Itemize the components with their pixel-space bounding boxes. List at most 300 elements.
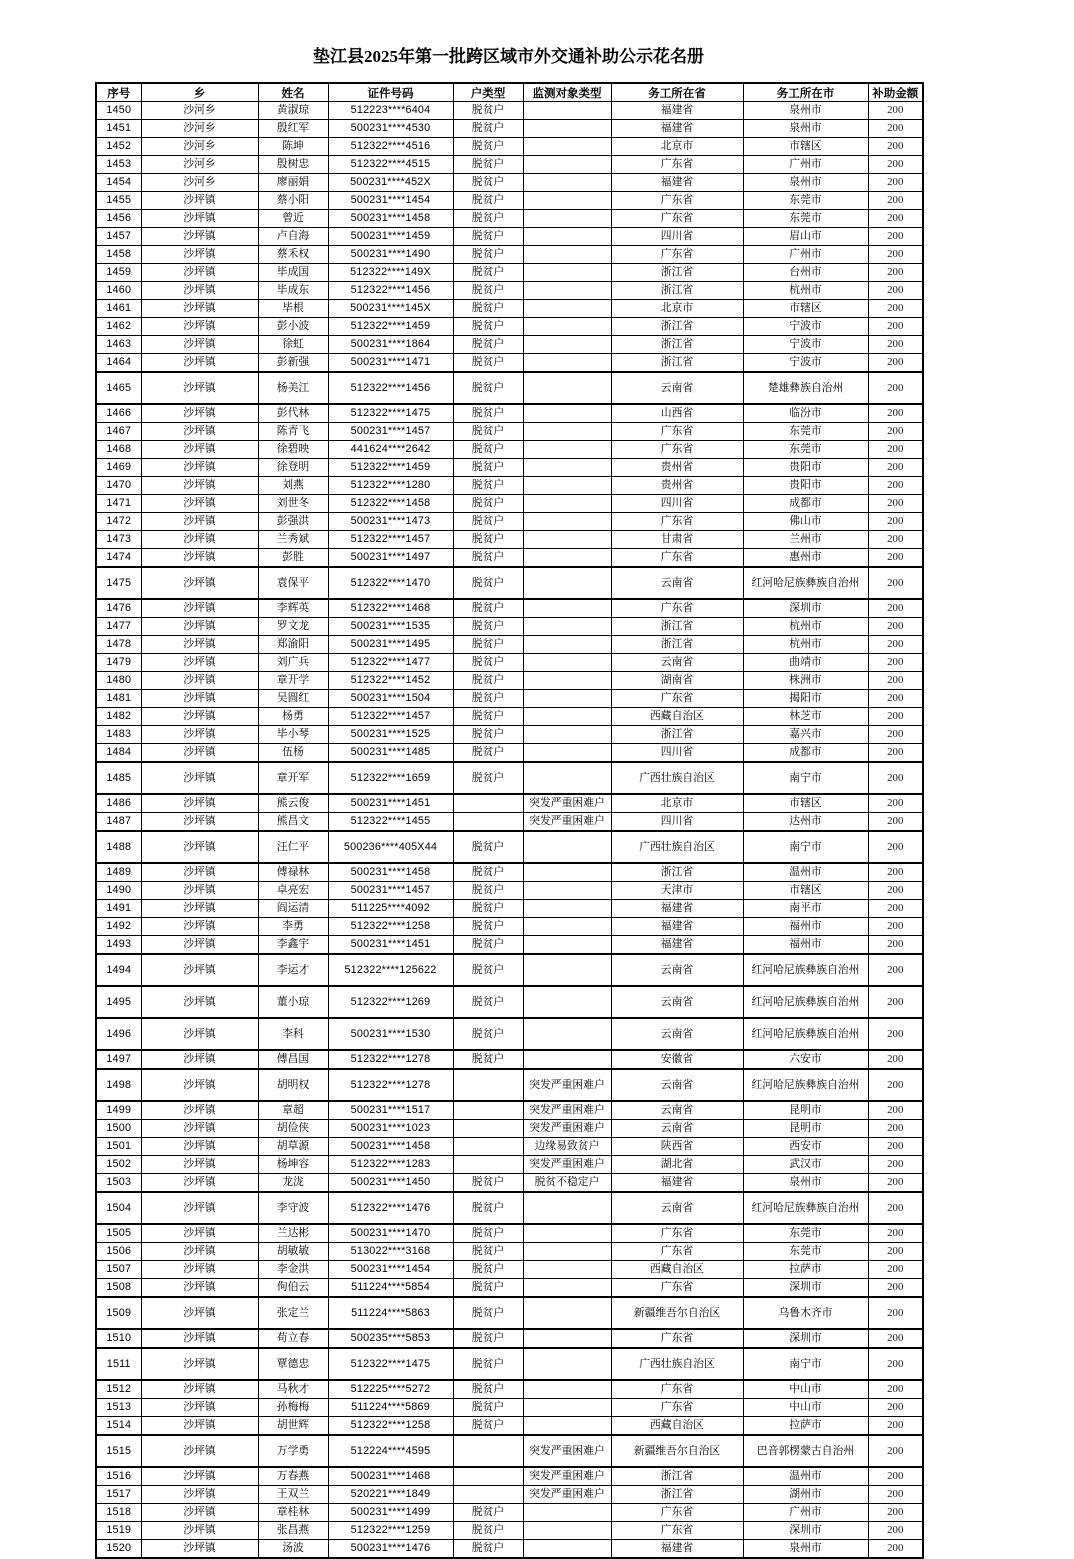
cell-household-type: 脱贫户 — [453, 567, 523, 599]
cell-subsidy-amount: 200 — [868, 900, 923, 918]
cell-seq: 1472 — [96, 513, 141, 531]
cell-work-city: 南宁市 — [743, 1348, 868, 1380]
cell-id-number: 441624****2642 — [328, 441, 453, 459]
cell-monitor-type — [523, 441, 611, 459]
table-row — [96, 1138, 923, 1156]
table-row — [96, 831, 923, 863]
cell-work-city: 市辖区 — [743, 882, 868, 900]
cell-monitor-type — [523, 102, 611, 120]
table-row — [96, 654, 923, 672]
cell-seq: 1460 — [96, 282, 141, 300]
cell-monitor-type: 突发严重困难户 — [523, 1156, 611, 1174]
cell-township: 沙坪镇 — [141, 726, 258, 744]
cell-household-type: 脱贫户 — [453, 336, 523, 354]
table-row — [96, 900, 923, 918]
cell-work-city: 惠州市 — [743, 549, 868, 568]
cell-name: 章桂林 — [258, 1504, 328, 1522]
table-row — [96, 372, 923, 404]
cell-work-city: 福州市 — [743, 918, 868, 936]
cell-household-type: 脱贫户 — [453, 1174, 523, 1193]
cell-township: 沙坪镇 — [141, 441, 258, 459]
cell-id-number: 512322****1477 — [328, 654, 453, 672]
cell-township: 沙坪镇 — [141, 654, 258, 672]
cell-monitor-type — [523, 726, 611, 744]
cell-work-city: 昆明市 — [743, 1120, 868, 1138]
cell-subsidy-amount: 200 — [868, 1504, 923, 1522]
cell-work-province: 广东省 — [611, 1504, 743, 1522]
cell-name: 李辉英 — [258, 599, 328, 618]
cell-subsidy-amount: 200 — [868, 1174, 923, 1193]
cell-household-type: 脱贫户 — [453, 372, 523, 404]
cell-township: 沙坪镇 — [141, 513, 258, 531]
cell-township: 沙坪镇 — [141, 1279, 258, 1298]
cell-name: 吴圆红 — [258, 690, 328, 708]
cell-work-city: 深圳市 — [743, 1329, 868, 1348]
cell-work-city: 福州市 — [743, 936, 868, 955]
cell-work-province: 云南省 — [611, 1069, 743, 1101]
cell-work-province: 山西省 — [611, 404, 743, 423]
cell-seq: 1473 — [96, 531, 141, 549]
table-row — [96, 1243, 923, 1261]
cell-name: 郑渝阳 — [258, 636, 328, 654]
cell-id-number: 500231****1525 — [328, 726, 453, 744]
table-row — [96, 156, 923, 174]
table-row — [96, 918, 923, 936]
cell-subsidy-amount: 200 — [868, 1243, 923, 1261]
cell-work-province: 北京市 — [611, 794, 743, 813]
cell-work-province: 广东省 — [611, 423, 743, 441]
table-row — [96, 1486, 923, 1504]
cell-work-province: 四川省 — [611, 228, 743, 246]
cell-monitor-type — [523, 1504, 611, 1522]
cell-work-city: 曲靖市 — [743, 654, 868, 672]
cell-monitor-type — [523, 120, 611, 138]
cell-work-city: 兰州市 — [743, 531, 868, 549]
cell-monitor-type — [523, 690, 611, 708]
cell-subsidy-amount: 200 — [868, 404, 923, 423]
cell-work-city: 成都市 — [743, 744, 868, 763]
cell-work-province: 广东省 — [611, 513, 743, 531]
cell-seq: 1461 — [96, 300, 141, 318]
cell-work-province: 云南省 — [611, 372, 743, 404]
cell-monitor-type — [523, 210, 611, 228]
cell-id-number: 500231****1459 — [328, 228, 453, 246]
cell-subsidy-amount: 200 — [868, 1138, 923, 1156]
cell-household-type: 脱贫户 — [453, 636, 523, 654]
table-row — [96, 174, 923, 192]
cell-id-number: 500231****1458 — [328, 863, 453, 882]
cell-monitor-type — [523, 174, 611, 192]
table-row — [96, 762, 923, 794]
cell-household-type — [453, 1138, 523, 1156]
cell-seq: 1505 — [96, 1224, 141, 1243]
cell-name: 胡世辉 — [258, 1417, 328, 1436]
cell-seq: 1519 — [96, 1522, 141, 1540]
cell-work-province: 广东省 — [611, 156, 743, 174]
cell-name: 苟立春 — [258, 1329, 328, 1348]
cell-work-city: 红河哈尼族彝族自治州 — [743, 1192, 868, 1224]
cell-monitor-type — [523, 936, 611, 955]
cell-name: 万学勇 — [258, 1435, 328, 1467]
table-row — [96, 264, 923, 282]
header-col-subsidy-amount: 补助金额 — [868, 83, 923, 102]
table-row — [96, 1329, 923, 1348]
cell-township: 沙坪镇 — [141, 599, 258, 618]
cell-seq: 1465 — [96, 372, 141, 404]
cell-work-city: 红河哈尼族彝族自治州 — [743, 954, 868, 986]
cell-name: 张昌燕 — [258, 1522, 328, 1540]
cell-work-province: 陕西省 — [611, 1138, 743, 1156]
table-row — [96, 477, 923, 495]
table-row — [96, 120, 923, 138]
cell-township: 沙坪镇 — [141, 567, 258, 599]
cell-work-province: 西藏自治区 — [611, 1261, 743, 1279]
cell-name: 徐碧映 — [258, 441, 328, 459]
cell-household-type: 脱贫户 — [453, 1540, 523, 1559]
cell-household-type: 脱贫户 — [453, 192, 523, 210]
cell-work-province: 广东省 — [611, 192, 743, 210]
cell-name: 陈坤 — [258, 138, 328, 156]
cell-township: 沙坪镇 — [141, 495, 258, 513]
cell-subsidy-amount: 200 — [868, 918, 923, 936]
cell-township: 沙坪镇 — [141, 794, 258, 813]
cell-work-province: 福建省 — [611, 120, 743, 138]
header-col-work-city: 务工所在市 — [743, 83, 868, 102]
cell-monitor-type: 突发严重困难户 — [523, 813, 611, 832]
cell-township: 沙坪镇 — [141, 404, 258, 423]
table-row — [96, 102, 923, 120]
cell-township: 沙坪镇 — [141, 882, 258, 900]
cell-id-number: 500231****1023 — [328, 1120, 453, 1138]
cell-household-type: 脱贫户 — [453, 423, 523, 441]
cell-name: 刘世冬 — [258, 495, 328, 513]
cell-township: 沙坪镇 — [141, 423, 258, 441]
cell-monitor-type — [523, 300, 611, 318]
cell-monitor-type — [523, 1018, 611, 1050]
table-row — [96, 1261, 923, 1279]
cell-name: 陈青飞 — [258, 423, 328, 441]
cell-seq: 1520 — [96, 1540, 141, 1559]
cell-id-number: 512322****1456 — [328, 372, 453, 404]
cell-household-type — [453, 1069, 523, 1101]
cell-township: 沙坪镇 — [141, 1018, 258, 1050]
cell-seq: 1515 — [96, 1435, 141, 1467]
cell-work-city: 东莞市 — [743, 210, 868, 228]
cell-seq: 1490 — [96, 882, 141, 900]
cell-work-province: 云南省 — [611, 1192, 743, 1224]
cell-monitor-type — [523, 354, 611, 373]
cell-work-province: 广东省 — [611, 441, 743, 459]
cell-id-number: 512322****1470 — [328, 567, 453, 599]
cell-name: 熊云俊 — [258, 794, 328, 813]
cell-subsidy-amount: 200 — [868, 264, 923, 282]
cell-township: 沙河乡 — [141, 174, 258, 192]
cell-work-province: 天津市 — [611, 882, 743, 900]
cell-work-city: 东莞市 — [743, 423, 868, 441]
table-row — [96, 567, 923, 599]
table-row — [96, 1348, 923, 1380]
cell-monitor-type — [523, 192, 611, 210]
table-row — [96, 1101, 923, 1120]
cell-seq: 1471 — [96, 495, 141, 513]
cell-monitor-type — [523, 549, 611, 568]
cell-subsidy-amount: 200 — [868, 210, 923, 228]
table-row — [96, 495, 923, 513]
cell-seq: 1456 — [96, 210, 141, 228]
cell-id-number: 512223****6404 — [328, 102, 453, 120]
cell-seq: 1484 — [96, 744, 141, 763]
cell-township: 沙坪镇 — [141, 1522, 258, 1540]
cell-monitor-type — [523, 882, 611, 900]
cell-work-city: 中山市 — [743, 1380, 868, 1399]
cell-subsidy-amount: 200 — [868, 1435, 923, 1467]
cell-work-city: 宁波市 — [743, 336, 868, 354]
cell-subsidy-amount: 200 — [868, 1279, 923, 1298]
cell-id-number: 500231****1454 — [328, 192, 453, 210]
cell-monitor-type — [523, 1224, 611, 1243]
table-row — [96, 1467, 923, 1486]
cell-id-number: 512322****1269 — [328, 986, 453, 1018]
cell-id-number: 500231****1451 — [328, 936, 453, 955]
cell-household-type: 脱贫户 — [453, 1329, 523, 1348]
cell-subsidy-amount: 200 — [868, 192, 923, 210]
cell-work-province: 广东省 — [611, 246, 743, 264]
cell-work-city: 揭阳市 — [743, 690, 868, 708]
cell-subsidy-amount: 200 — [868, 1380, 923, 1399]
cell-name: 阎运清 — [258, 900, 328, 918]
cell-monitor-type — [523, 513, 611, 531]
cell-work-province: 云南省 — [611, 986, 743, 1018]
cell-monitor-type: 突发严重困难户 — [523, 794, 611, 813]
cell-work-province: 广东省 — [611, 1522, 743, 1540]
cell-household-type: 脱贫户 — [453, 264, 523, 282]
table-row — [96, 1156, 923, 1174]
cell-work-province: 福建省 — [611, 102, 743, 120]
cell-subsidy-amount: 200 — [868, 654, 923, 672]
cell-work-province: 四川省 — [611, 495, 743, 513]
cell-work-province: 福建省 — [611, 918, 743, 936]
table-row — [96, 210, 923, 228]
cell-work-province: 广东省 — [611, 690, 743, 708]
cell-subsidy-amount: 200 — [868, 300, 923, 318]
cell-seq: 1468 — [96, 441, 141, 459]
cell-name: 马秋才 — [258, 1380, 328, 1399]
cell-township: 沙坪镇 — [141, 1138, 258, 1156]
cell-work-city: 温州市 — [743, 863, 868, 882]
cell-id-number: 500231****1473 — [328, 513, 453, 531]
cell-township: 沙坪镇 — [141, 831, 258, 863]
cell-monitor-type — [523, 1050, 611, 1069]
cell-subsidy-amount: 200 — [868, 174, 923, 192]
cell-township: 沙坪镇 — [141, 1380, 258, 1399]
cell-subsidy-amount: 200 — [868, 138, 923, 156]
cell-monitor-type — [523, 1348, 611, 1380]
cell-seq: 1478 — [96, 636, 141, 654]
cell-household-type: 脱贫户 — [453, 174, 523, 192]
cell-id-number: 512224****4595 — [328, 1435, 453, 1467]
cell-name: 张定兰 — [258, 1297, 328, 1329]
cell-name: 徐登明 — [258, 459, 328, 477]
cell-seq: 1451 — [96, 120, 141, 138]
cell-household-type: 脱贫户 — [453, 863, 523, 882]
cell-household-type: 脱贫户 — [453, 120, 523, 138]
cell-subsidy-amount: 200 — [868, 1522, 923, 1540]
cell-monitor-type: 突发严重困难户 — [523, 1467, 611, 1486]
table-row — [96, 1050, 923, 1069]
cell-work-province: 广东省 — [611, 599, 743, 618]
cell-subsidy-amount: 200 — [868, 636, 923, 654]
cell-township: 沙坪镇 — [141, 477, 258, 495]
cell-subsidy-amount: 200 — [868, 477, 923, 495]
table-row — [96, 1224, 923, 1243]
cell-id-number: 500231****452X — [328, 174, 453, 192]
cell-id-number: 500231****1454 — [328, 1261, 453, 1279]
cell-subsidy-amount: 200 — [868, 1224, 923, 1243]
cell-seq: 1487 — [96, 813, 141, 832]
cell-subsidy-amount: 200 — [868, 228, 923, 246]
cell-household-type: 脱贫户 — [453, 318, 523, 336]
table-row — [96, 1174, 923, 1193]
cell-work-city: 拉萨市 — [743, 1261, 868, 1279]
cell-work-city: 泉州市 — [743, 102, 868, 120]
cell-township: 沙坪镇 — [141, 459, 258, 477]
cell-work-province: 云南省 — [611, 654, 743, 672]
cell-monitor-type — [523, 1380, 611, 1399]
cell-work-city: 广州市 — [743, 1504, 868, 1522]
page-title: 垫江县2025年第一批跨区域市外交通补助公示花名册 — [313, 47, 704, 66]
cell-household-type: 脱贫户 — [453, 549, 523, 568]
cell-monitor-type — [523, 654, 611, 672]
cell-id-number: 512322****1475 — [328, 404, 453, 423]
cell-work-province: 福建省 — [611, 1174, 743, 1193]
cell-household-type: 脱贫户 — [453, 708, 523, 726]
cell-work-province: 新疆维吾尔自治区 — [611, 1435, 743, 1467]
cell-monitor-type — [523, 1192, 611, 1224]
cell-household-type: 脱贫户 — [453, 1279, 523, 1298]
cell-monitor-type: 突发严重困难户 — [523, 1101, 611, 1120]
cell-subsidy-amount: 200 — [868, 441, 923, 459]
cell-subsidy-amount: 200 — [868, 708, 923, 726]
cell-seq: 1503 — [96, 1174, 141, 1193]
table-row — [96, 708, 923, 726]
cell-township: 沙坪镇 — [141, 900, 258, 918]
cell-subsidy-amount: 200 — [868, 936, 923, 955]
cell-name: 章开军 — [258, 762, 328, 794]
cell-work-province: 湖北省 — [611, 1156, 743, 1174]
cell-subsidy-amount: 200 — [868, 672, 923, 690]
table-row — [96, 794, 923, 813]
table-row — [96, 1504, 923, 1522]
cell-household-type: 脱贫户 — [453, 1417, 523, 1436]
cell-work-city: 杭州市 — [743, 618, 868, 636]
cell-subsidy-amount: 200 — [868, 744, 923, 763]
header-col-household-type: 户类型 — [453, 83, 523, 102]
cell-monitor-type — [523, 986, 611, 1018]
cell-seq: 1476 — [96, 599, 141, 618]
cell-name: 兰秀斌 — [258, 531, 328, 549]
cell-township: 沙坪镇 — [141, 762, 258, 794]
cell-subsidy-amount: 200 — [868, 513, 923, 531]
cell-township: 沙坪镇 — [141, 813, 258, 832]
cell-seq: 1511 — [96, 1348, 141, 1380]
table-row — [96, 138, 923, 156]
cell-household-type: 脱贫户 — [453, 1050, 523, 1069]
cell-seq: 1467 — [96, 423, 141, 441]
cell-id-number: 512322****1259 — [328, 1522, 453, 1540]
cell-monitor-type — [523, 531, 611, 549]
cell-seq: 1518 — [96, 1504, 141, 1522]
cell-monitor-type: 边缘易致贫户 — [523, 1138, 611, 1156]
cell-work-city: 红河哈尼族彝族自治州 — [743, 1069, 868, 1101]
cell-subsidy-amount: 200 — [868, 495, 923, 513]
header-col-name: 姓名 — [258, 83, 328, 102]
cell-subsidy-amount: 200 — [868, 986, 923, 1018]
cell-subsidy-amount: 200 — [868, 1101, 923, 1120]
cell-work-province: 浙江省 — [611, 636, 743, 654]
cell-household-type: 脱贫户 — [453, 354, 523, 373]
cell-township: 沙坪镇 — [141, 708, 258, 726]
cell-township: 沙坪镇 — [141, 618, 258, 636]
cell-seq: 1450 — [96, 102, 141, 120]
cell-monitor-type: 突发严重困难户 — [523, 1069, 611, 1101]
cell-monitor-type — [523, 954, 611, 986]
cell-subsidy-amount: 200 — [868, 813, 923, 832]
cell-township: 沙坪镇 — [141, 744, 258, 763]
cell-work-city: 东莞市 — [743, 192, 868, 210]
cell-seq: 1496 — [96, 1018, 141, 1050]
cell-work-city: 泉州市 — [743, 174, 868, 192]
cell-seq: 1462 — [96, 318, 141, 336]
cell-household-type — [453, 813, 523, 832]
cell-household-type: 脱贫户 — [453, 744, 523, 763]
cell-household-type: 脱贫户 — [453, 102, 523, 120]
cell-name: 伍杨 — [258, 744, 328, 763]
cell-work-city: 武汉市 — [743, 1156, 868, 1174]
table-row — [96, 192, 923, 210]
cell-work-city: 红河哈尼族彝族自治州 — [743, 567, 868, 599]
cell-seq: 1514 — [96, 1417, 141, 1436]
cell-work-province: 浙江省 — [611, 726, 743, 744]
cell-household-type: 脱贫户 — [453, 599, 523, 618]
cell-name: 董小琼 — [258, 986, 328, 1018]
table-row — [96, 618, 923, 636]
cell-township: 沙坪镇 — [141, 1297, 258, 1329]
cell-seq: 1485 — [96, 762, 141, 794]
cell-work-province: 云南省 — [611, 567, 743, 599]
cell-seq: 1506 — [96, 1243, 141, 1261]
table-row — [96, 1069, 923, 1101]
cell-id-number: 512322****149X — [328, 264, 453, 282]
table-row — [96, 599, 923, 618]
cell-township: 沙坪镇 — [141, 1486, 258, 1504]
cell-household-type: 脱贫户 — [453, 246, 523, 264]
cell-township: 沙坪镇 — [141, 1417, 258, 1436]
cell-township: 沙坪镇 — [141, 549, 258, 568]
cell-work-city: 东莞市 — [743, 441, 868, 459]
cell-id-number: 512322****1283 — [328, 1156, 453, 1174]
table-row — [96, 549, 923, 568]
cell-work-city: 达州市 — [743, 813, 868, 832]
cell-name: 胡俭侠 — [258, 1120, 328, 1138]
cell-work-province: 浙江省 — [611, 863, 743, 882]
cell-id-number: 512322****1455 — [328, 813, 453, 832]
cell-subsidy-amount: 200 — [868, 882, 923, 900]
cell-name: 李科 — [258, 1018, 328, 1050]
cell-id-number: 500231****1458 — [328, 210, 453, 228]
cell-work-province: 广西壮族自治区 — [611, 1348, 743, 1380]
cell-id-number: 500231****1495 — [328, 636, 453, 654]
cell-id-number: 500231****145X — [328, 300, 453, 318]
